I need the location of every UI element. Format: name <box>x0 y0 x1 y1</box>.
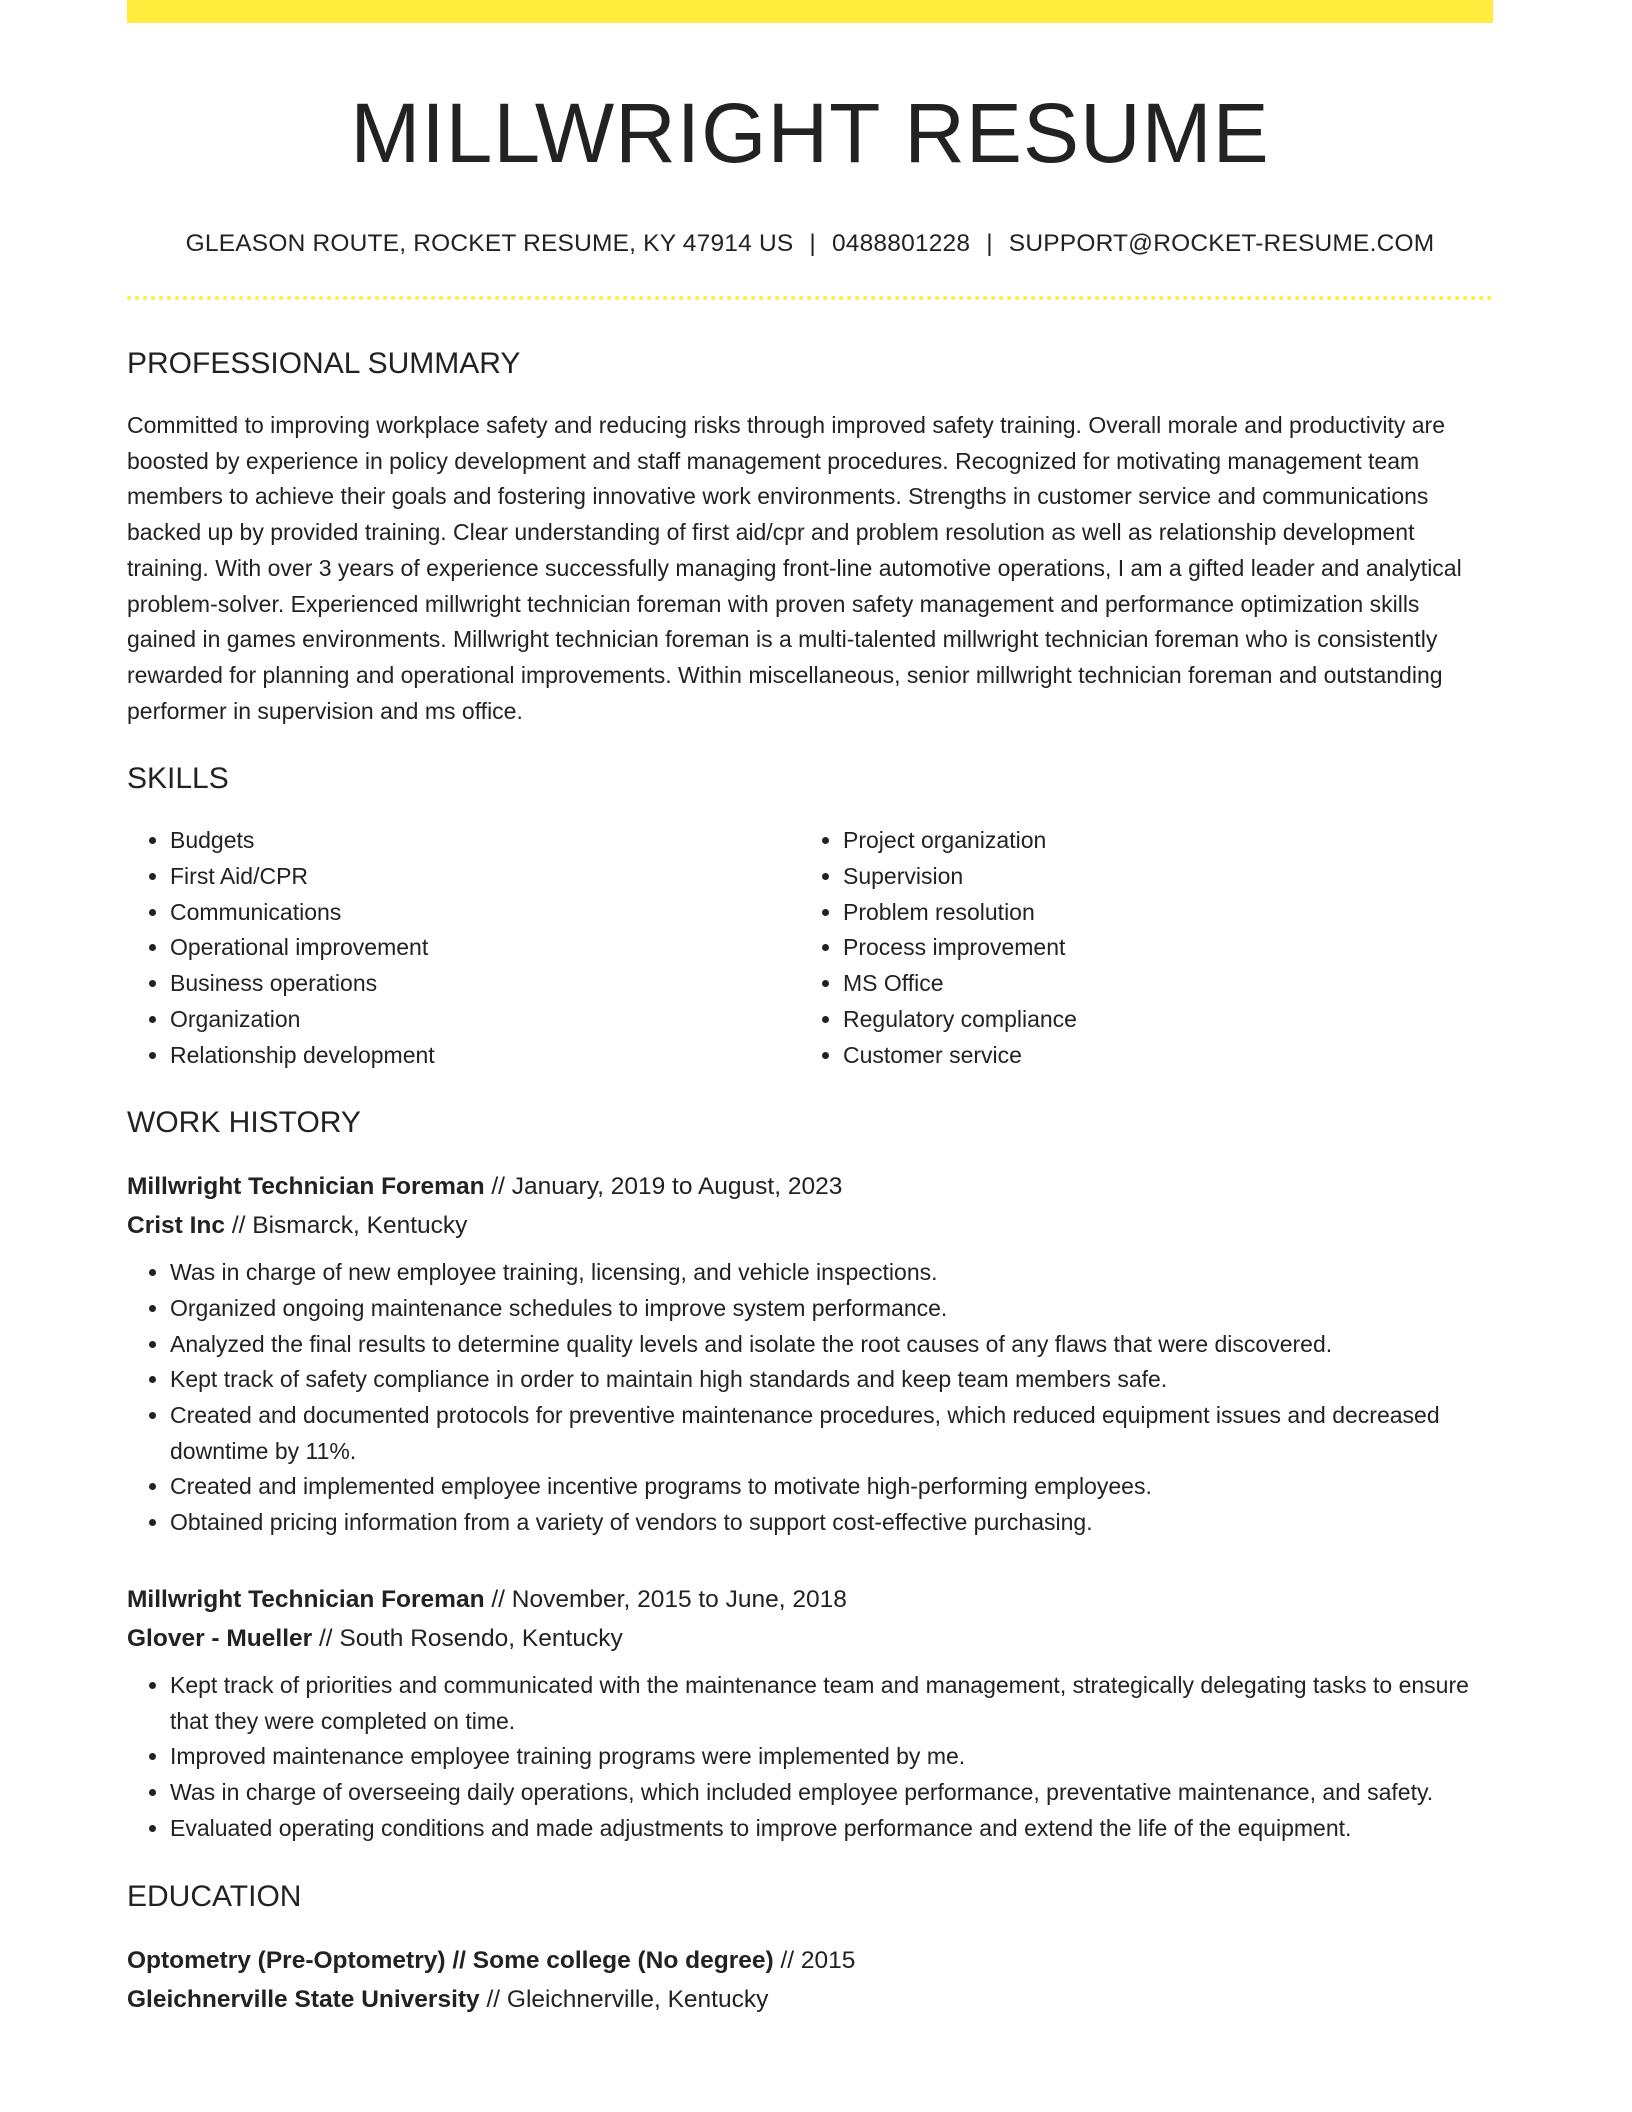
education-entry <box>127 1941 1493 2019</box>
job-company-line <box>127 1619 1493 1658</box>
contact-phone: 0488801228 <box>831 229 971 257</box>
skills-heading: SKILLS <box>127 762 229 796</box>
education-degree: Optometry (Pre-Optometry) // Some college (No degree) <box>127 1947 774 1975</box>
skill-item: • Operational improvement <box>170 930 800 966</box>
skill-item: • Organization <box>170 1002 800 1038</box>
skill-item: • Supervision <box>843 859 1473 895</box>
education-school-line <box>127 1980 1493 2019</box>
contact-separator: | <box>986 229 993 257</box>
skill-item: • First Aid/CPR <box>170 859 800 895</box>
contact-address: GLEASON ROUTE, ROCKET RESUME, KY 47914 US <box>185 229 794 257</box>
skills-list-left <box>127 823 800 1073</box>
skill-item: • Problem resolution <box>843 895 1473 931</box>
summary-section <box>127 346 1493 729</box>
skill-item: • MS Office <box>843 966 1473 1002</box>
education-degree-line <box>127 1941 1493 1980</box>
skill-item: • Customer service <box>843 1038 1473 1074</box>
job-location: // Bismarck, Kentucky <box>225 1212 468 1240</box>
skill-item: • Communications <box>170 895 800 931</box>
contact-separator: | <box>809 229 816 257</box>
skill-item: • Project organization <box>843 823 1473 859</box>
job-bullets <box>127 1668 1493 1847</box>
education-heading: EDUCATION <box>127 1880 302 1914</box>
job-title: Millwright Technician Foreman <box>127 1173 485 1201</box>
skills-list-right <box>800 823 1473 1073</box>
resume-title: MILLWRIGHT RESUME <box>350 86 1270 180</box>
job-bullet: • Kept track of safety compliance in order to maintain high standards and keep team members safe. <box>170 1362 1493 1398</box>
education-school: Gleichnerville State University <box>127 1986 480 2014</box>
summary-text: Committed to improving workplace safety and reducing risks through improved safety training. Overall morale and productivity are boosted by experience in policy development and staff management procedures. Recognized for motivating management team members to achieve their goals and fostering innovative work environments. Strengths in customer service and communications backed up by provided training. Clear understanding of first aid/cpr and problem resolution as well as relationship development training. With over 3 years of experience successfully managing front-line automotive operations, I am a gifted leader and analytical problem-solver. Experienced millwright technician foreman with proven safety management and performance optimization skills gained in games environments. Millwright technician foreman is a multi-talented millwright technician foreman who is consistently rewarded for planning and operational improvements. Within miscellaneous, senior millwright technician foreman and outstanding performer in supervision and ms office. <box>127 411 1462 724</box>
skill-item: • Process improvement <box>843 930 1473 966</box>
job-title-line <box>127 1167 1493 1206</box>
job-dates: // November, 2015 to June, 2018 <box>484 1585 847 1613</box>
dotted-divider <box>127 296 1493 300</box>
job-company: Crist Inc <box>127 1212 226 1240</box>
resume-content <box>127 0 1493 2019</box>
skill-item: • Relationship development <box>170 1038 800 1074</box>
skill-item: • Regulatory compliance <box>843 1002 1473 1038</box>
job-bullets <box>127 1255 1493 1541</box>
job-bullet: • Was in charge of new employee training, licensing, and vehicle inspections. <box>170 1255 1493 1291</box>
contact-line <box>127 229 1493 258</box>
job-entry <box>127 1167 1493 1541</box>
job-bullet: • Created and documented protocols for preventive maintenance procedures, which reduced equipment issues and decreased downtime by 11%. <box>170 1398 1493 1469</box>
job-title-line <box>127 1580 1493 1619</box>
job-entry <box>127 1580 1493 1847</box>
skills-columns <box>127 823 1493 1073</box>
education-location: // Gleichnerville, Kentucky <box>479 1986 769 2014</box>
education-year: // 2015 <box>773 1947 856 1975</box>
job-bullet: • Was in charge of overseeing daily operations, which included employee performance, preventative maintenance, and safety. <box>170 1775 1493 1811</box>
contact-email: SUPPORT@ROCKET-RESUME.COM <box>1008 229 1435 257</box>
skills-section <box>127 761 1493 1073</box>
job-company: Glover - Mueller <box>127 1624 313 1652</box>
job-dates: // January, 2019 to August, 2023 <box>484 1173 843 1201</box>
summary-heading: PROFESSIONAL SUMMARY <box>127 346 521 380</box>
job-title: Millwright Technician Foreman <box>127 1585 485 1613</box>
job-bullet: • Obtained pricing information from a variety of vendors to support cost-effective purchasing. <box>170 1505 1493 1541</box>
work-history-heading: WORK HISTORY <box>127 1106 361 1140</box>
job-bullet: • Improved maintenance employee training programs were implemented by me. <box>170 1739 1493 1775</box>
skill-item: • Budgets <box>170 823 800 859</box>
accent-top-bar <box>127 0 1493 23</box>
job-company-line <box>127 1206 1493 1245</box>
job-bullet: • Organized ongoing maintenance schedules to improve system performance. <box>170 1291 1493 1327</box>
skill-item: • Business operations <box>170 966 800 1002</box>
job-bullet: • Kept track of priorities and communicated with the maintenance team and management, strategically delegating tasks to ensure that they were completed on time. <box>170 1668 1493 1739</box>
job-bullet: • Analyzed the final results to determine quality levels and isolate the root causes of any flaws that were discovered. <box>170 1327 1493 1363</box>
job-bullet: • Created and implemented employee incentive programs to motivate high-performing employees. <box>170 1469 1493 1505</box>
job-bullet: • Evaluated operating conditions and made adjustments to improve performance and extend the life of the equipment. <box>170 1811 1493 1847</box>
job-location: // South Rosendo, Kentucky <box>312 1624 623 1652</box>
education-section <box>127 1879 1493 2019</box>
work-history-section <box>127 1105 1493 1846</box>
